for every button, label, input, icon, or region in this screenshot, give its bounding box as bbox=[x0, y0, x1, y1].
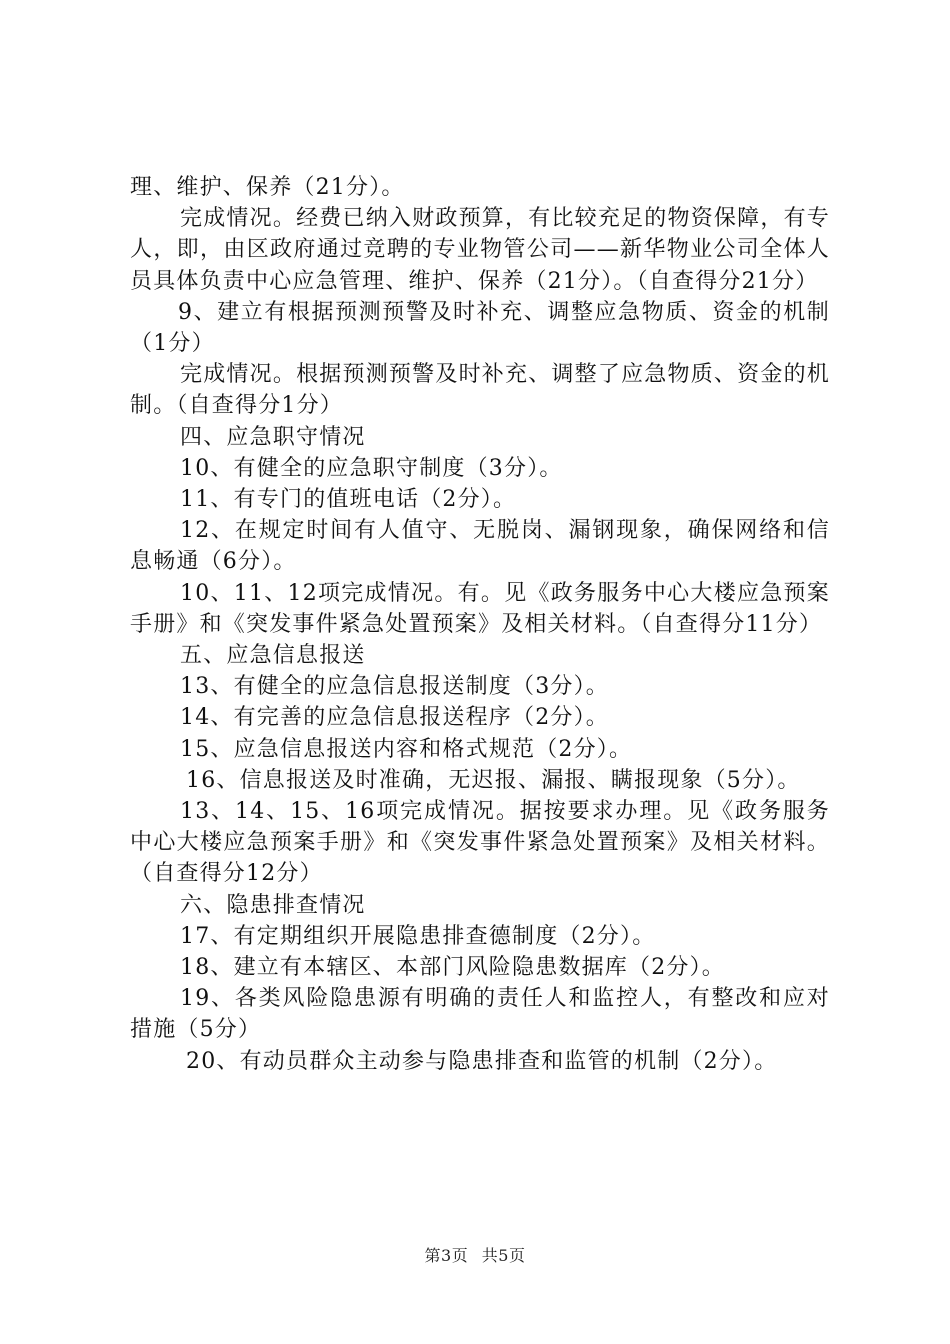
paragraph: 12、在规定时间有人值守、无脱岗、漏钢现象，确保网络和信息畅通（6分）。 bbox=[130, 518, 830, 575]
paragraph: 17、有定期组织开展隐患排查德制度（2分）。 bbox=[180, 923, 656, 949]
paragraph: 19、各类风险隐患源有明确的责任人和监控人，有整改和应对措施（5分） bbox=[130, 986, 830, 1043]
paragraph: 9、建立有根据预测预警及时补充、调整应急物质、资金的机制（1分） bbox=[130, 299, 830, 357]
paragraph: 六、隐患排查情况 bbox=[180, 892, 366, 918]
paragraph: 11、有专门的值班电话（2分）。 bbox=[180, 487, 517, 513]
page-total: 共5页 bbox=[481, 1246, 526, 1265]
page-footer bbox=[0, 1243, 950, 1266]
paragraph: 四、应急职守情况 bbox=[180, 424, 366, 450]
page-number: 第3页 bbox=[424, 1246, 469, 1265]
paragraph: 15、应急信息报送内容和格式规范（2分）。 bbox=[180, 736, 633, 762]
paragraph: 13、有健全的应急信息报送制度（3分）。 bbox=[180, 674, 609, 700]
paragraph: 10、11、12项完成情况。有。见《政务服务中心大楼应急预案手册》和《突发事件紧急处置预案》及相关材料。（自查得分11分） bbox=[130, 580, 830, 637]
paragraph: 13、14、15、16项完成情况。据按要求办理。见《政务服务中心大楼应急预案手册》和《突发事件紧急处置预案》及相关材料。（自查得分12分） bbox=[130, 799, 830, 887]
paragraph: 五、应急信息报送 bbox=[180, 643, 366, 669]
paragraph: 理、维护、保养（21分）。 bbox=[130, 175, 405, 200]
paragraph: 18、建立有本辖区、本部门风险隐患数据库（2分）。 bbox=[180, 955, 725, 981]
paragraph: 10、有健全的应急职守制度（3分）。 bbox=[180, 455, 563, 481]
paragraph: 16、信息报送及时准确，无迟报、漏报、瞒报现象（5分）。 bbox=[186, 767, 801, 793]
document-body bbox=[130, 172, 830, 1077]
paragraph: 完成情况。经费已纳入财政预算，有比较充足的物资保障，有专人，即，由区政府通过竞聘的专业物管公司——新华物业公司全体人员具体负责中心应急管理、维护、保养（21分）。（自查得分21分） bbox=[130, 206, 830, 294]
paragraph: 14、有完善的应急信息报送程序（2分）。 bbox=[180, 705, 609, 731]
paragraph: 完成情况。根据预测预警及时补充、调整了应急物质、资金的机制。（自查得分1分） bbox=[130, 362, 830, 419]
paragraph: 20、有动员群众主动参与隐患排查和监管的机制（2分）。 bbox=[186, 1048, 778, 1074]
